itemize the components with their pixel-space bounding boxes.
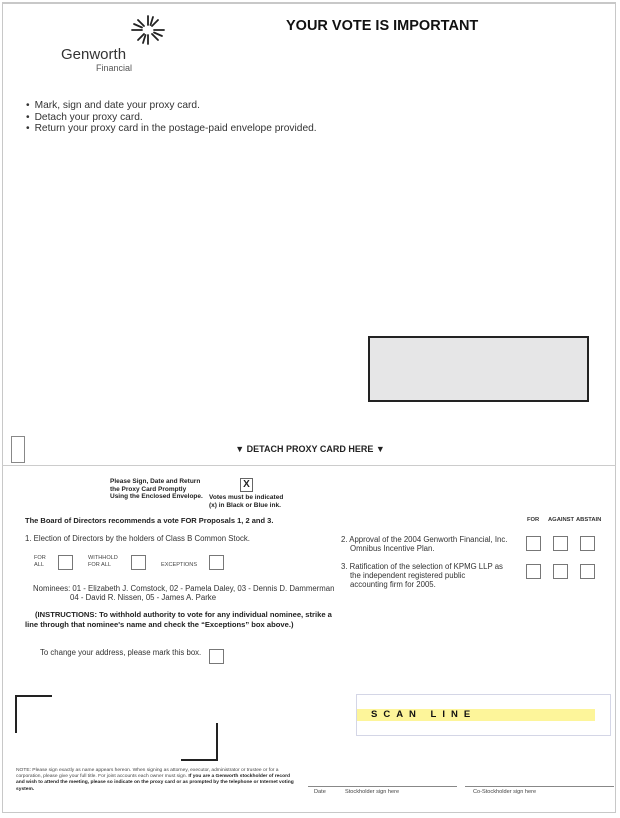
scan-line-label: SCAN LINE [371, 709, 477, 720]
co-stockholder-sign-label: Co-Stockholder sign here [473, 789, 537, 795]
withhold-instructions-line: line through that nominee's name and check the “Exceptions” box above.) [25, 619, 294, 629]
proposal-3-text [341, 562, 503, 589]
votes-note-line: (x) in Black or Blue ink. [209, 501, 281, 509]
address-window-box [368, 336, 589, 402]
logo-name: Genworth [61, 46, 127, 63]
logo-subtitle: Financial [96, 63, 133, 73]
perforation-line [2, 465, 616, 466]
co-stockholder-signature-line[interactable] [465, 786, 614, 787]
sign-note [110, 478, 203, 501]
proposal-3-against-checkbox[interactable] [553, 564, 568, 579]
page-title: YOUR VOTE IS IMPORTANT [286, 18, 479, 34]
proposal-3-for-checkbox[interactable] [526, 564, 541, 579]
nominees-line-2: 04 - David R. Nissen, 05 - James A. Parke [70, 593, 217, 602]
for-all-label-line: ALL [34, 562, 44, 568]
column-header-against: AGAINST [548, 517, 575, 523]
instruction-item: • Mark, sign and date your proxy card. [26, 100, 317, 112]
signing-note-bold: If you are a Genworth stockholder of record and wish to attend the meeting, please so indicate on the proxy card or as prompted by the telephone or Internet voting system. [16, 774, 294, 792]
instruction-item: • Return your proxy card in the postage-paid envelope provided. [26, 123, 317, 135]
address-change-label: To change your address, please mark this box. [40, 648, 202, 657]
column-header-for: FOR [527, 517, 540, 523]
proposal-3-line: the independent registered public [350, 571, 466, 580]
registration-corner-top-left [15, 695, 52, 733]
proposal-2-for-checkbox[interactable] [526, 536, 541, 551]
withhold-label [88, 555, 118, 569]
exceptions-checkbox[interactable] [209, 555, 224, 570]
sign-note-line: the Proxy Card Promptly [110, 485, 187, 493]
registration-corner-bottom-right [181, 723, 218, 761]
withhold-label-line: FOR ALL [88, 562, 112, 568]
address-change-checkbox[interactable] [209, 649, 224, 664]
starburst-icon [128, 12, 168, 48]
signing-note-regular: NOTE: Please sign exactly as name appears hereon. When signing as attorney, executor, administrator or trustee or for a corporation, please give your full title. For joint accounts each owner must sign. [16, 768, 279, 780]
proposal-1-title: 1. Election of Directors by the holders of Class B Common Stock. [25, 534, 250, 543]
votes-note [209, 494, 283, 509]
proposal-2-text [341, 535, 507, 553]
withhold-label-line: WITHHOLD [88, 555, 118, 561]
withhold-instructions [25, 610, 332, 629]
withhold-instructions-line: (INSTRUCTIONS: To withhold authority to vote for any individual nominee, strike a [35, 610, 332, 619]
date-label: Date [314, 789, 326, 795]
proposal-3-line: 3. Ratification of the selection of KPMG LLP as [341, 562, 503, 571]
board-recommendation: The Board of Directors recommends a vote FOR Proposals 1, 2 and 3. [25, 516, 274, 525]
sample-mark-box: X [240, 478, 253, 492]
column-header-abstain: ABSTAIN [576, 517, 602, 523]
proposal-3-line: accounting firm for 2005. [350, 580, 436, 589]
proposal-2-against-checkbox[interactable] [553, 536, 568, 551]
proposal-2-line: 2. Approval of the 2004 Genworth Financial, Inc. [341, 535, 508, 544]
proposal-3-abstain-checkbox[interactable] [580, 564, 595, 579]
stockholder-sign-label: Stockholder sign here [345, 789, 400, 795]
sign-note-line: Using the Enclosed Envelope. [110, 493, 203, 500]
nominees-line-1: Nominees: 01 - Elizabeth J. Comstock, 02 - Pamela Daley, 03 - Dennis D. Dammerman [33, 584, 335, 593]
for-all-checkbox[interactable] [58, 555, 73, 570]
signing-note [16, 768, 296, 793]
sign-note-line: Please Sign, Date and Return [110, 478, 201, 485]
for-all-label-line: FOR [34, 555, 46, 561]
proposal-2-abstain-checkbox[interactable] [580, 536, 595, 551]
instruction-item: • Detach your proxy card. [26, 112, 317, 124]
votes-note-line: Votes must be indicated [209, 494, 284, 501]
proposal-2-line: Omnibus Incentive Plan. [350, 544, 435, 553]
detach-label: ▼ DETACH PROXY CARD HERE ▼ [235, 444, 385, 454]
instruction-list [26, 100, 317, 135]
exceptions-label: EXCEPTIONS [161, 562, 198, 568]
withhold-for-all-checkbox[interactable] [131, 555, 146, 570]
stockholder-signature-line[interactable] [308, 786, 457, 787]
for-all-label [34, 555, 46, 569]
